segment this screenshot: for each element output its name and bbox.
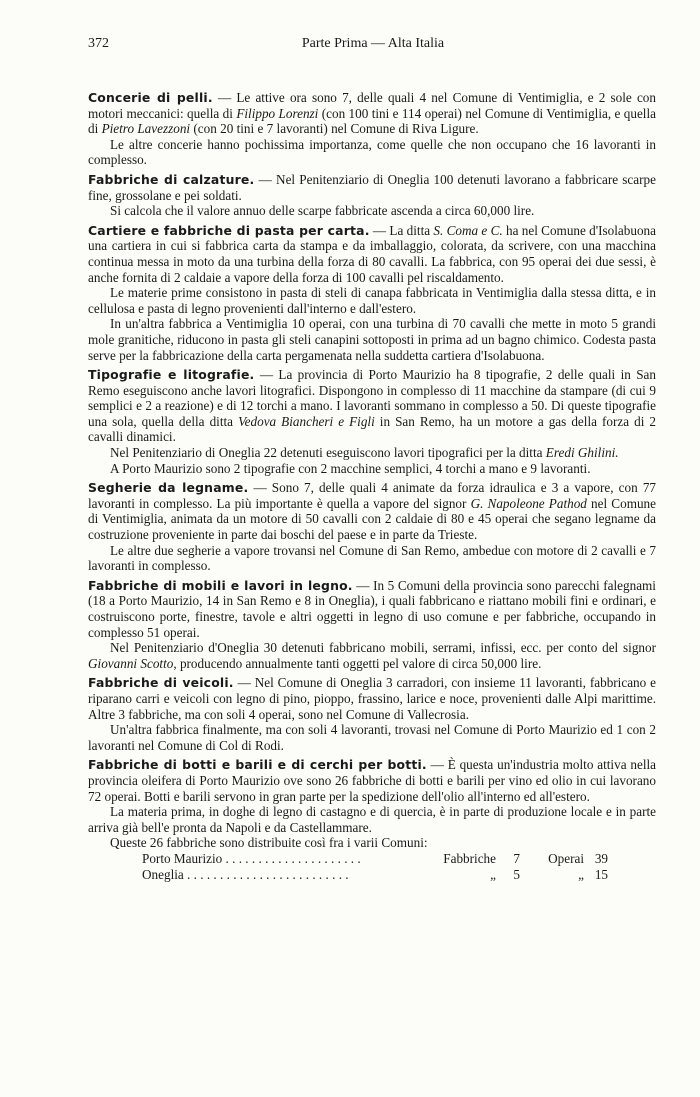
- company-name: Eredi Ghilini.: [545, 445, 619, 461]
- section-title-concerie: Concerie di pelli.: [88, 90, 213, 105]
- section-title-segherie: Segherie da legname.: [88, 480, 249, 496]
- paragraph: [88, 640, 656, 671]
- text: — La provincia di Porto Maurizio ha 8 tipografie, 2 delle quali in San Remo eseguiscono anche lavori litografici. Dispongono in complesso di 11 macchine da stampare (di cui 9 semplici e 2 a reazione) e di 12 torchi a mano. I lavoranti sommano in complesso a 50. Di queste tipografie una sola, quella della ditta: [88, 367, 656, 429]
- text: (con 20 tini e 7 lavoranti) nel Comune di Riva Ligure.: [190, 121, 479, 137]
- page-body: [88, 86, 656, 882]
- person-name: Filippo Lorenzi: [236, 105, 319, 121]
- text: — Sono 7, delle quali 4 animate da forza idraulica e 3 a vapore, con 77 lavoranti in complesso. La più importante è quella a vapore del signor: [88, 480, 657, 511]
- running-title: Parte Prima — Alta Italia: [301, 36, 445, 51]
- paragraph-tipografie: [88, 367, 656, 445]
- paragraph-calzature: [88, 172, 656, 203]
- operai-cell: 15: [594, 866, 608, 882]
- text: — Nel Comune di Oneglia 3 carradori, con insieme 11 lavoranti, fabbricano e riparano carri e veicoli con legno di pino, pioppo, frassino, larice e noce, provenienti dalle Alpi marittime. Altre 3 fabbriche, ma con soli 4 operai, sono nel Comune di Vallecrosia.: [88, 675, 657, 722]
- label-cell: „: [578, 866, 584, 882]
- text: — Le attive ora sono 7, delle quali 4 nel Comune di Ventimiglia, e 2 sole con motori meccanici: quella di: [88, 90, 656, 121]
- text: Nel Penitenziario di Oneglia 22 detenuti eseguiscono lavori tipografici per la ditta: [110, 445, 546, 461]
- person-name: Giovanni Scotto: [88, 655, 174, 671]
- section-title-botti: Fabbriche di botti e barili e di cerchi per botti.: [88, 757, 427, 773]
- table-row: [142, 851, 608, 867]
- paragraph: La materia prima, in doghe di legno di castagno e di quercia, è in parte di produzione locale e in parte arriva già bell'e pronta da Napoli e da Castellammare.: [88, 804, 656, 835]
- label-cell: „: [490, 866, 496, 882]
- text: , producendo annualmente tanti oggetti pel valore di circa 50,000 lire.: [173, 655, 542, 671]
- text: ha nel Comune d'Isolabuona una cartiera in cui si fabbrica carta da stampa e da imballaggio, colorata, da scrivere, con una macchina continua messa in moto da una turbina della forza di 80 cavalli. La fabbrica, con 95 operai dei due sessi, è anche fornita di 2 caldaie a vapore della forza di 100 cavalli pel riscaldamento.: [88, 222, 656, 285]
- paragraph-cartiere: [88, 223, 656, 285]
- company-name: S. Coma e C.: [433, 222, 503, 238]
- paragraph: Le materie prime consistono in pasta di steli di canapa fabbricata in Ventimiglia dalla stessa ditta, e in cellulosa e pasta di legno provenienti dall'interno e dall'estero.: [88, 285, 656, 316]
- paragraph: [88, 445, 656, 461]
- paragraph: Le altre concerie hanno pochissima importanza, come quelle che non occupano che 16 lavoranti in complesso.: [88, 136, 656, 168]
- section-title-veicoli: Fabbriche di veicoli.: [88, 675, 234, 691]
- text: (con 100 tini e 114 operai) nel Comune di Ventimiglia, e quella di: [88, 105, 656, 137]
- paragraph-segherie: [88, 480, 656, 542]
- section-title-cartiere: Cartiere e fabbriche di pasta per carta.: [88, 222, 370, 238]
- text: nel Comune di Ventimiglia, animata da un motore di 50 cavalli con 2 caldaie di 80 e 45 operai che segano legname da costruzione proveniente in parte dai boschi del paese e in parte da Trieste.: [88, 495, 656, 543]
- paragraph: Un'altra fabbrica finalmente, ma con soli 4 lavoranti, trovasi nel Comune di Porto Maurizio ed 1 con 2 lavoranti nel Comune di Col di Rodi.: [88, 722, 656, 753]
- paragraph: In un'altra fabbrica a Ventimiglia 10 operai, con una turbina di 70 cavalli che mette in moto 5 grandi mole granitiche, riducono in pasta gli steli canapini sottoposti in prima ad un bagno chimico. Codesta pasta serve per la fabbricazione della carta pergamenata nella suddetta cartiera d'Isolabuona.: [88, 316, 656, 363]
- person-name: G. Napoleone Pathod: [470, 495, 587, 511]
- paragraph: Si calcola che il valore annuo delle scarpe fabbricate ascenda a circa 60,000 lire.: [110, 203, 535, 219]
- page-header: [88, 36, 658, 60]
- section-title-tipografie: Tipografie e litografie.: [88, 367, 255, 383]
- table-row: [142, 867, 608, 883]
- page-number: 372: [88, 36, 109, 51]
- text: — È questa un'industria molto attiva nella provincia oleifera di Porto Maurizio ove sono 26 fabbriche di botti e barili per vino ed olio in cui lavorano 72 operai. Botti e barili servono in gran parte per la spedizione dell'olio all'interno ed all'estero.: [88, 757, 657, 804]
- text: — In 5 Comuni della provincia sono parecchi falegnami (18 a Porto Maurizio, 14 in San Remo e 8 in Oneglia), i quali fabbricano e riattano mobili fini e ordinari, e costruiscono porte, finestre, tavole e altri oggetti in legno di uso comune e per fabbriche, occupando in complesso 51 operai.: [88, 577, 656, 640]
- operai-cell: 39: [594, 850, 608, 866]
- person-name: Pietro Lavezzoni: [101, 121, 191, 137]
- fabbriche-table: [142, 851, 608, 882]
- paragraph-concerie: [88, 90, 656, 137]
- label-cell: Fabbriche: [443, 850, 496, 866]
- paragraph: A Porto Maurizio sono 2 tipografie con 2 macchine semplici, 4 torchi a mano e 9 lavoranti.: [110, 460, 591, 476]
- comune-cell: Porto Maurizio . . . . . . . . . . . . . . . . . . . . .: [142, 850, 361, 866]
- text: — La ditta: [369, 222, 434, 238]
- section-title-calzature: Fabbriche di calzature.: [88, 171, 255, 187]
- comune-cell: Oneglia . . . . . . . . . . . . . . . . . . . . . . . . .: [142, 866, 349, 882]
- text: Nel Penitenziario d'Oneglia 30 detenuti fabbricano mobili, serrami, infissi, ecc. per conto del signor: [110, 640, 656, 656]
- paragraph-veicoli: [88, 675, 656, 722]
- text: — Nel Penitenziario di Oneglia 100 detenuti lavorano a fabbricare scarpe fine, grossolane e pei soldati.: [88, 171, 656, 203]
- paragraph: Queste 26 fabbriche sono distribuite così fra i varii Comuni:: [110, 835, 428, 851]
- label-cell: Operai: [548, 850, 584, 866]
- paragraph: Le altre due segherie a vapore trovansi nel Comune di San Remo, ambedue con motore di 2 cavalli e 7 lavoranti in complesso.: [88, 542, 656, 574]
- paragraph-mobili: [88, 578, 656, 640]
- paragraph-botti: [88, 757, 656, 804]
- company-name: Vedova Biancheri e Figli: [238, 413, 375, 429]
- text: in San Remo, ha un motore a gas della forza di 2 cavalli dinamici.: [88, 413, 657, 445]
- section-title-mobili: Fabbriche di mobili e lavori in legno.: [88, 577, 353, 593]
- fabbriche-cell: 5: [513, 866, 520, 882]
- fabbriche-cell: 7: [513, 850, 520, 866]
